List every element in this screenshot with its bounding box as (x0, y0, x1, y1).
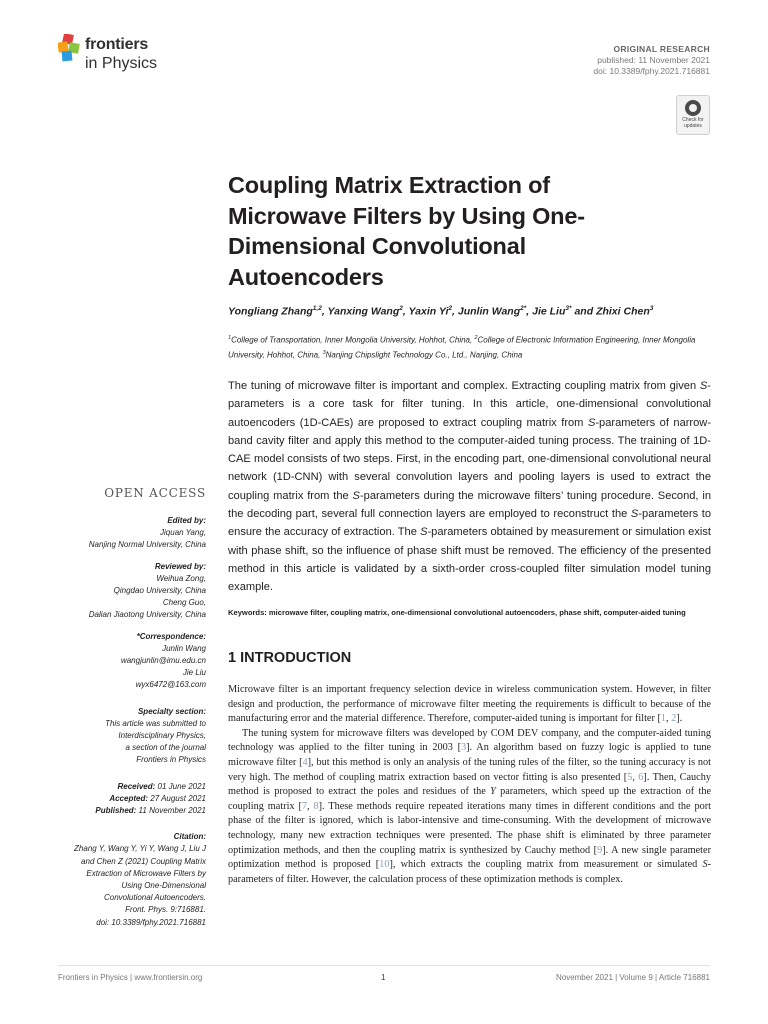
received-date: Received: 01 June 2021 (117, 781, 206, 791)
affiliation-marker: 2 (474, 335, 478, 341)
published-date: published: 11 November 2021 (597, 55, 710, 65)
specialty-section-block (58, 706, 206, 767)
reviewed-by-label: Reviewed by: (154, 561, 206, 571)
footer-divider (58, 965, 710, 966)
specialty-line: This article was submitted to (105, 718, 206, 728)
text-run: -parameters of narrow-band cavity filter and apply this method to the computer-aided tuning process. The training of 1D-CAE model consists of two steps. First, in the encoding part, one-dimensional convolutional neural network (1D-CNN) with several convolution layers and pooling layers is used to extract the coupling matrix from the (228, 416, 712, 502)
citation-label: Citation: (173, 832, 206, 842)
open-access-label: OPEN ACCESS (104, 486, 206, 500)
italic-symbol: S (702, 859, 708, 871)
affiliation-text: Nanjing Chipslight Technology Co., Ltd., Nanjing, China (325, 350, 523, 360)
text-run: , (632, 771, 639, 783)
reference-link[interactable]: 2 (671, 713, 677, 725)
reference-link[interactable]: 9 (597, 844, 603, 856)
reference-link[interactable]: 7 (301, 800, 307, 812)
article-title: Coupling Matrix Extraction of Microwave Filters by Using One-Dimensional Convolutional Autoencoders (228, 172, 585, 290)
text-run: The tuning of microwave filter is important and complex. Extracting coupling matrix from given (228, 380, 700, 392)
edited-by-block (58, 515, 206, 552)
affiliation-text: College of Transportation, Inner Mongolia University, Hohhot, China, (231, 335, 475, 345)
text-run: Microwave filter is an important frequency selection device in wireless communication system. However, in filter design and production, the performance of microwave filter meeting the requirements is difficult to because of the manufacturing error and the material difference. Therefore, computer-aided tuning is important for filter [ (228, 684, 711, 725)
text-run: -parameters of filter. However, the calculation process of these optimization methods is complex. (228, 859, 711, 885)
italic-symbol: Y (490, 786, 496, 798)
reference-link[interactable]: 5 (627, 771, 633, 783)
text-run: -parameters obtained by measurement or simulation exist with phase shift, so the influence of phase shift must be removed. The efficiency of the presented method in this article is validated by a sixth-order cross-coupled filter simulation model tuning example. (228, 526, 711, 594)
reviewer-affiliation: Qingdao University, China (113, 586, 206, 596)
doi[interactable]: doi: 10.3389/fphy.2021.716881 (593, 66, 710, 76)
italic-symbol: S (420, 526, 428, 539)
footer-article-info: November 2021 | Volume 9 | Article 716881 (555, 973, 710, 982)
body-paragraph (228, 683, 711, 727)
article-type: ORIGINAL RESEARCH (613, 44, 710, 54)
footer-journal-link[interactable]: Frontiers in Physics | www.frontiersin.org (58, 973, 203, 982)
correspondent-name: Junlin Wang (162, 643, 206, 653)
reviewer-name: Cheng Guo, (162, 598, 206, 608)
abstract (228, 377, 711, 597)
accepted-date: Accepted: 27 August 2021 (109, 793, 206, 803)
journal-logo[interactable] (58, 34, 188, 80)
author-name[interactable]: Yanxing Wang (327, 305, 400, 318)
published-date-sidebar: Published: 11 November 2021 (95, 806, 206, 816)
introduction-body (228, 683, 711, 887)
citation-line: and Chen Z (2021) Coupling Matrix (81, 856, 206, 866)
text-run: ], but this method is only an analysis of the tuning rules of the filter, so the tuning accuracy is not very high. The method of coupling matrix extraction based on vector fitting is also presented [ (228, 756, 711, 783)
citation-line: Extraction of Microwave Filters by (86, 868, 206, 878)
article-header (593, 44, 710, 77)
text-run: ]. (676, 713, 683, 725)
citation-block (58, 831, 206, 929)
body-paragraph (228, 727, 711, 888)
specialty-label: Specialty section: (137, 706, 206, 716)
reviewer-affiliation: Dalian Jiaotong University, China (88, 610, 206, 620)
editor-affiliation: Nanjing Normal University, China (88, 540, 206, 550)
frontiers-logo-icon (58, 34, 84, 62)
specialty-line: a section of the journal (125, 743, 206, 753)
reference-link[interactable]: 4 (302, 756, 308, 768)
keywords: Keywords: microwave filter, coupling matrix, one-dimensional convolutional autoencoders, phase shift, computer-aided tuning (228, 608, 686, 617)
reference-link[interactable]: 8 (313, 800, 319, 812)
author-name[interactable]: Yaxin Yi (408, 305, 449, 318)
italic-symbol: S (630, 508, 639, 521)
correspondent-name: Jie Liu (182, 668, 206, 678)
author-affiliation-marker: 3 (649, 305, 654, 312)
edited-by-label: Edited by: (167, 516, 206, 525)
text-run: ]. These methods require repeated iterations many times in different conditions and the port phase of the filter is ignored, which is labor-intensive and time-consuming. With the development of microwave technology, many new extraction techniques were presented. The phase shift is eliminated by three parameter optimization methods, and then the coupling matrix is synthesized by Cauchy method [ (228, 800, 711, 856)
italic-symbol: S (587, 416, 596, 429)
text-run: parameters, which speed up the extraction of the coupling matrix [ (228, 786, 711, 812)
logo-journal-name: in Physics (85, 55, 158, 72)
correspondence-block (58, 631, 206, 692)
check-updates-icon (685, 100, 701, 116)
text-run: -parameters during the microwave filters’ tuning procedure. Second, in the decoding part, several full connection layers are employed to reconstruct the (228, 489, 711, 521)
check-updates-line2: updates (684, 123, 702, 129)
reference-link[interactable]: 10 (379, 859, 390, 871)
text-run: ], which extracts the coupling matrix from measurement or simulated (389, 859, 703, 871)
article-info-sidebar (58, 515, 206, 938)
section-heading: 1 INTRODUCTION (228, 650, 352, 666)
text-run: ]. A new single parameter optimization method is proposed [ (228, 844, 711, 871)
author-affiliation-marker: 2 (448, 305, 453, 312)
author-affiliation-marker: 2 (399, 305, 403, 312)
reviewed-by-block (58, 561, 206, 622)
affiliation-marker: 1 (228, 335, 232, 341)
italic-symbol: S (699, 380, 708, 392)
text-run: The tuning system for microwave filters was developed by COM DEV company, and the computer-aided tuning technology was applied to the filter tuning in 2003 [ (228, 727, 711, 754)
editor-name: Jiquan Yang, (160, 528, 206, 538)
dates-block (58, 781, 206, 818)
text-run: ]. An algorithm based on fuzzy logic is applied to tune microwave filter [ (228, 742, 711, 768)
logo-wordmark: frontiers (85, 36, 149, 53)
specialty-line: Frontiers in Physics (136, 755, 206, 765)
author-name[interactable]: Junlin Wang (457, 305, 521, 318)
author-affiliation-marker: 3* (565, 305, 572, 312)
citation-line: Convolutional Autoencoders. (104, 893, 206, 903)
author-affiliation-marker: 2* (520, 305, 527, 312)
reference-link[interactable]: 3 (461, 742, 467, 754)
italic-symbol: S (352, 489, 360, 502)
affiliations (228, 332, 713, 362)
affiliation-marker: 3 (322, 350, 326, 357)
author-name[interactable]: Yongliang Zhang (228, 305, 313, 318)
citation-line: Front. Phys. 9:716881. (125, 905, 206, 915)
check-updates-line1: Check for (682, 117, 704, 123)
reference-link[interactable]: 6 (638, 771, 644, 783)
citation-line: Zhang Y, Wang Y, Yi Y, Wang J, Liu J (74, 844, 206, 854)
reference-link[interactable]: 1 (660, 713, 666, 725)
author-list: Yongliang Zhang$^{1,2}$, Yanxing Wang$^2$, Yaxin Yi$^2$, Junlin Wang$^{2*}$, Jie Liu$^{3*}$ and Zhixi Chen$^3$ (228, 305, 654, 318)
text-run: ]. Then, Cauchy method is proposed to extract the poles and residues of the (228, 771, 711, 798)
citation-doi[interactable]: doi: 10.3389/fphy.2021.716881 (96, 917, 206, 927)
author-name[interactable]: Zhixi Chen (596, 305, 650, 318)
text-run: -parameters is a core task for filter tuning. In this article, one-dimensional convolutional autoencoders (1D-CAEs) are proposed to extract coupling matrix from (228, 380, 711, 429)
text-run: , (307, 800, 314, 812)
author-affiliation-marker: 1,2 (312, 305, 322, 312)
text-run: , (666, 713, 672, 725)
reviewer-name: Weihua Zong, (156, 573, 206, 583)
correspondence-label: *Correspondence: (136, 631, 206, 641)
check-for-updates-badge[interactable] (676, 95, 710, 135)
specialty-line: Interdisciplinary Physics, (118, 731, 206, 741)
affiliation-text: College of Electronic Information Engineering, Inner Mongolia University, Hohhot, China, (228, 335, 696, 360)
correspondent-email[interactable]: wyx6472@163.com (135, 680, 206, 690)
correspondent-email[interactable]: wangjunlin@imu.edu.cn (120, 656, 206, 666)
page-number: 1 (381, 973, 386, 982)
author-name[interactable]: Jie Liu (532, 305, 566, 318)
text-run: -parameters to ensure the accuracy of extraction. The (228, 508, 711, 539)
citation-line: Using One-Dimensional (121, 881, 206, 891)
